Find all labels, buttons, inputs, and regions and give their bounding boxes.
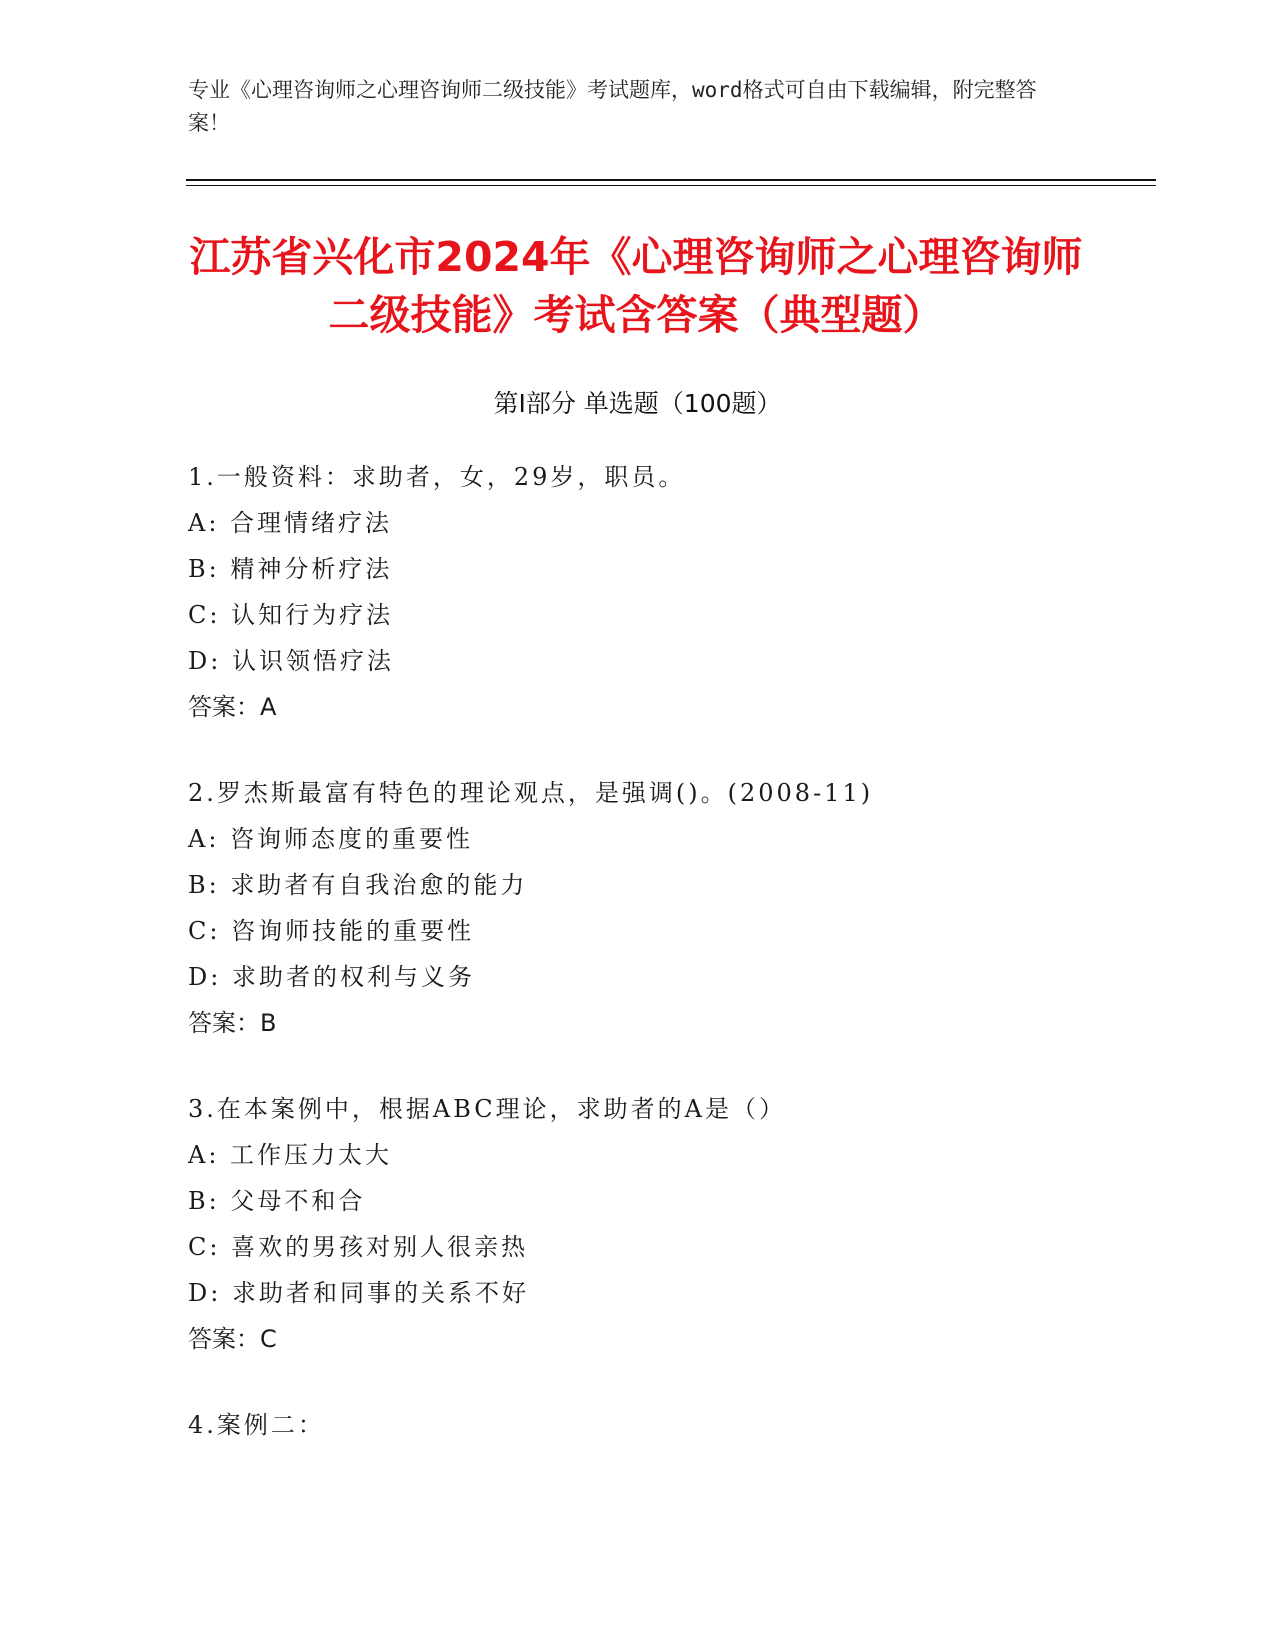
question-4 (188, 1402, 1088, 1448)
option-d: D: 认识领悟疗法 (188, 647, 394, 675)
header-note: 专业《心理咨询师之心理咨询师二级技能》考试题库，word格式可自由下载编辑，附完整答案！ (188, 78, 1037, 135)
question-stem: 3.在本案例中，根据ABC理论，求助者的A是（） (188, 1095, 787, 1123)
option-b: B: 求助者有自我治愈的能力 (188, 871, 528, 899)
option-d: D: 求助者的权利与义务 (188, 963, 475, 991)
answer: 答案：B (188, 1009, 277, 1037)
question-stem: 2.罗杰斯最富有特色的理论观点，是强调()。(2008-11) (188, 779, 874, 807)
answer: 答案：C (188, 1325, 277, 1353)
option-c: C: 喜欢的男孩对别人很亲热 (188, 1233, 529, 1261)
answer: 答案：A (188, 693, 277, 721)
option-b: B: 父母不和合 (188, 1187, 366, 1215)
option-c: C: 咨询师技能的重要性 (188, 917, 475, 945)
option-d: D: 求助者和同事的关系不好 (188, 1279, 529, 1307)
question-stem: 4.案例二： (188, 1411, 325, 1439)
question-3 (188, 1086, 1088, 1362)
option-b: B: 精神分析疗法 (188, 555, 393, 583)
question-2 (188, 770, 1088, 1046)
option-c: C: 认知行为疗法 (188, 601, 394, 629)
option-a: A: 工作压力太大 (188, 1141, 393, 1169)
option-a: A: 合理情绪疗法 (188, 509, 393, 537)
question-1 (188, 454, 1088, 730)
document-title: 江苏省兴化市2024年《心理咨询师之心理咨询师二级技能》考试含答案（典型题） (189, 233, 1083, 339)
header-rule-thick (186, 179, 1156, 181)
question-stem: 1.一般资料：求助者，女，29岁，职员。 (188, 463, 686, 491)
section-heading: 第I部分 单选题（100题） (493, 389, 782, 418)
header-rule-thin (186, 185, 1156, 186)
option-a: A: 咨询师态度的重要性 (188, 825, 474, 853)
